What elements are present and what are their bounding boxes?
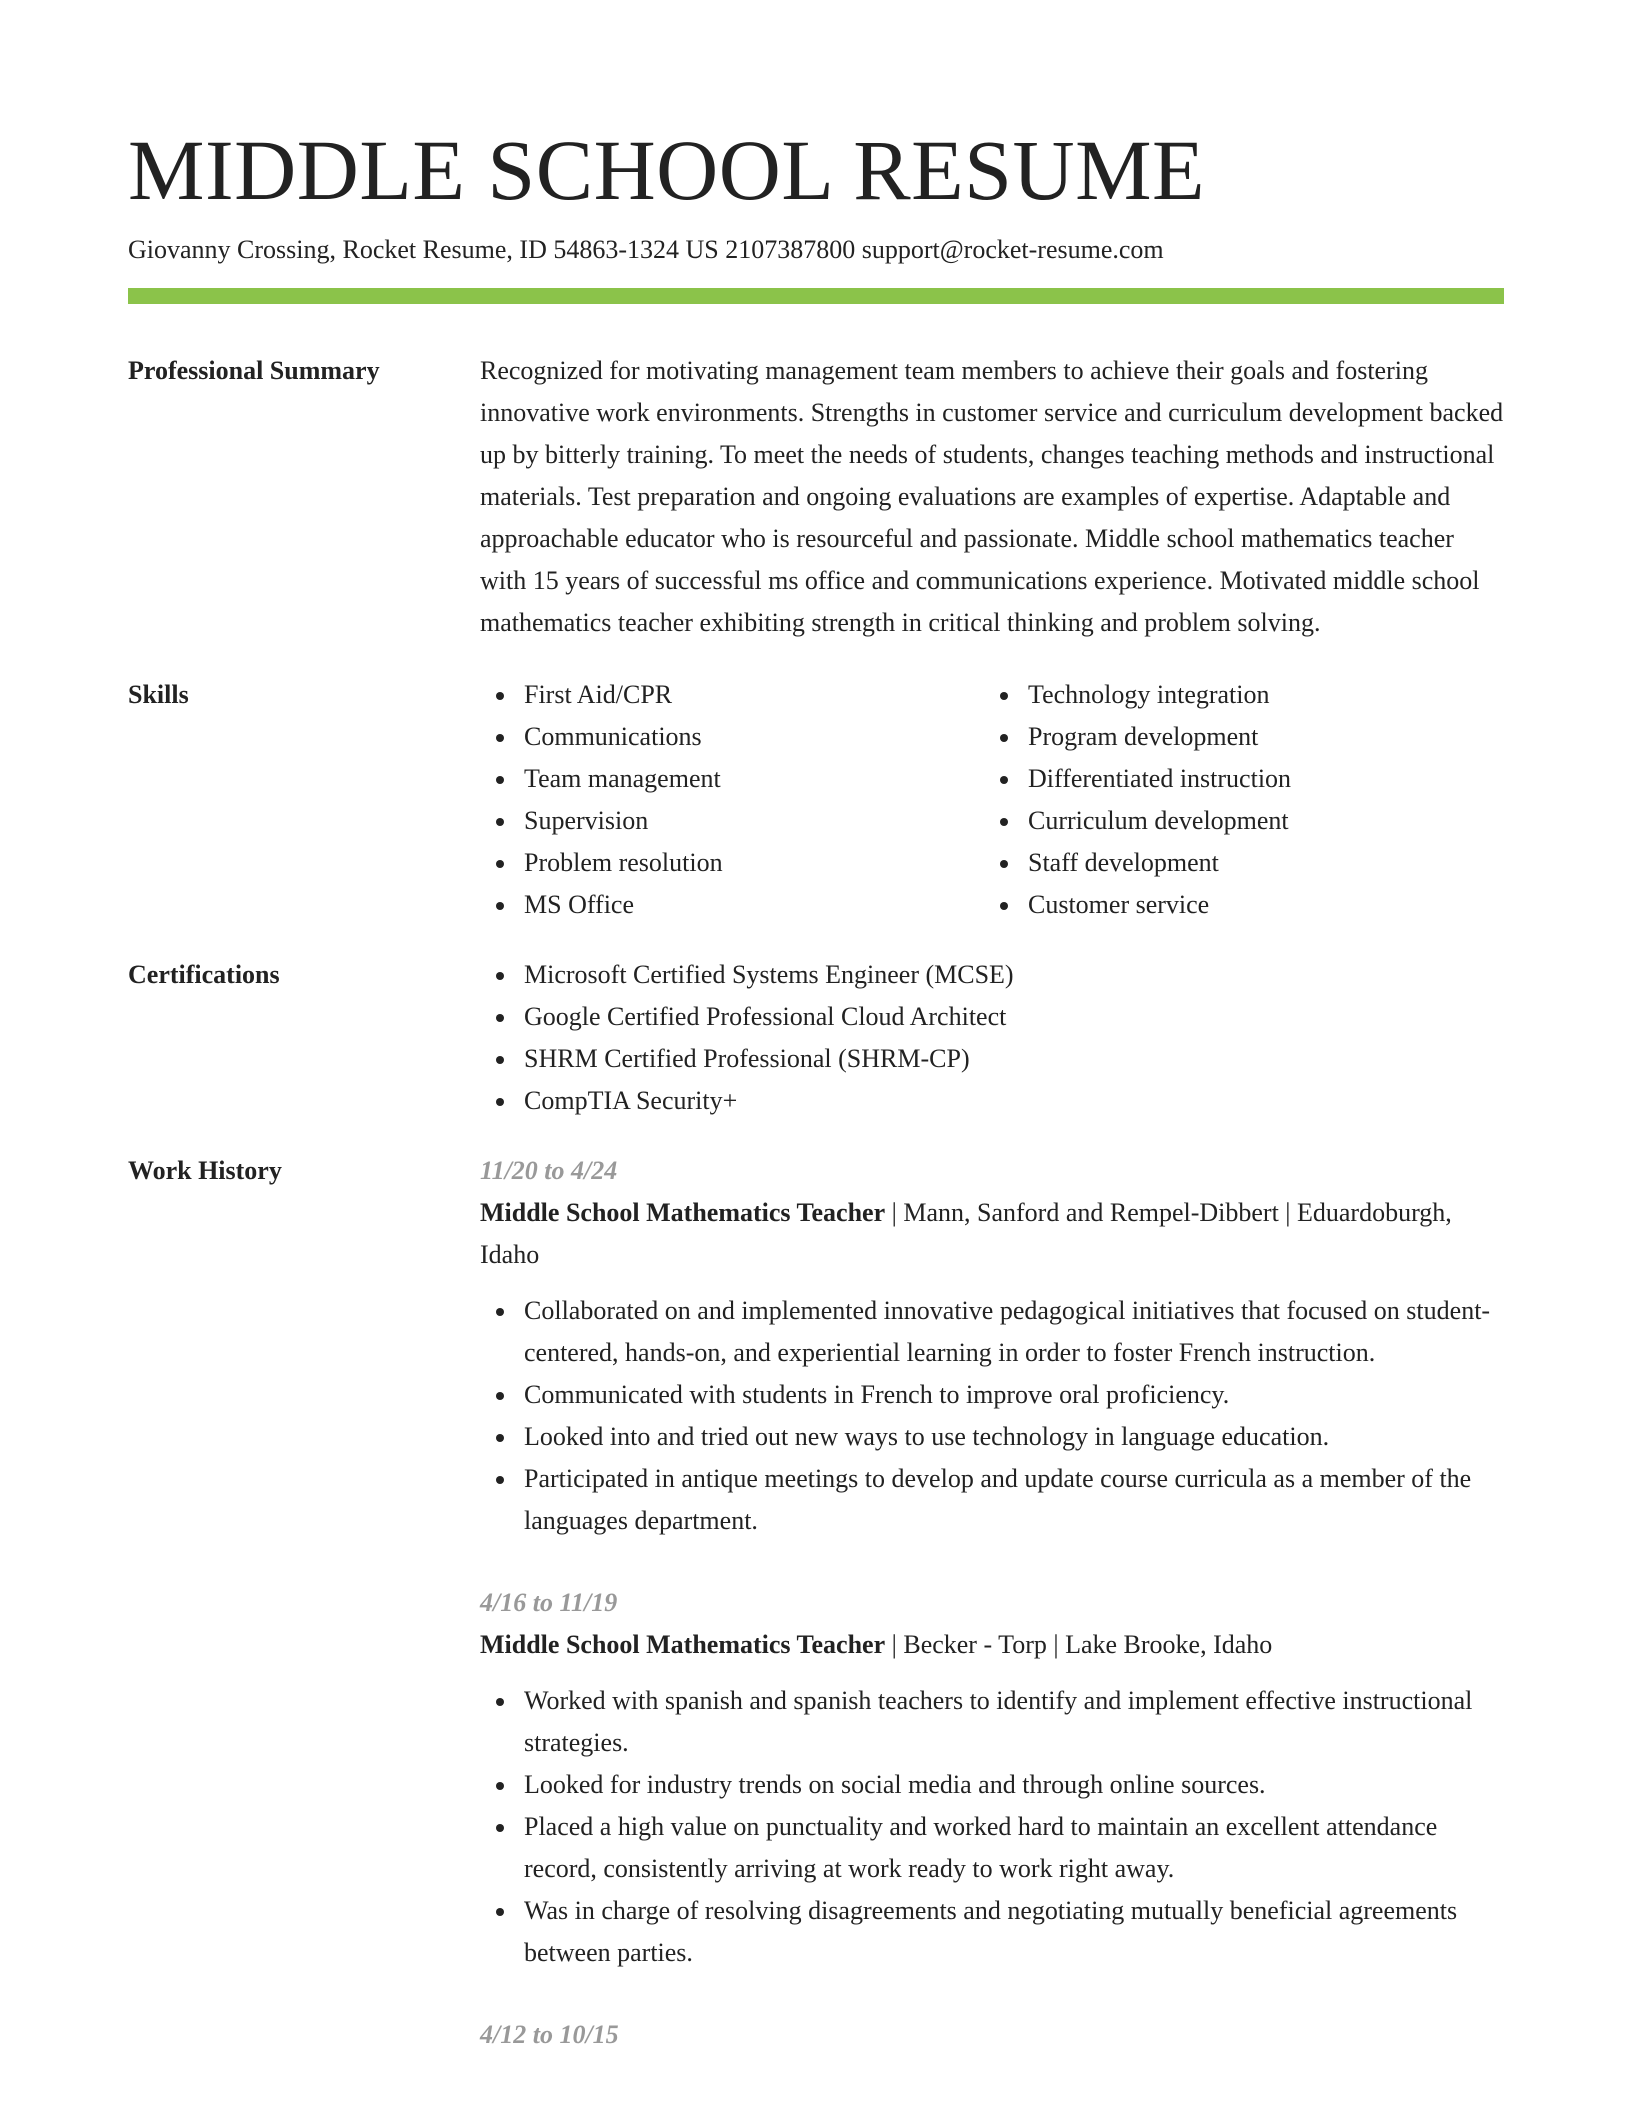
job-employer: | Mann, Sanford and Rempel-Dibbert | Eduardoburgh, Idaho bbox=[480, 1198, 1452, 1269]
list-item: MS Office bbox=[524, 884, 984, 926]
job-employer: | Becker - Torp | Lake Brooke, Idaho bbox=[885, 1630, 1273, 1659]
summary-heading: Professional Summary bbox=[128, 356, 380, 385]
list-item: Communicated with students in French to improve oral proficiency. bbox=[524, 1374, 1504, 1416]
list-item: Placed a high value on punctuality and worked hard to maintain an excellent attendance record, consistently arriving at work ready to work right away. bbox=[524, 1806, 1504, 1890]
skills-list-left bbox=[480, 674, 984, 926]
job-bullets bbox=[480, 1680, 1504, 1974]
skills-section bbox=[128, 678, 1504, 926]
job-date: 4/16 to 11/19 bbox=[480, 1588, 618, 1617]
list-item: Differentiated instruction bbox=[1028, 758, 1488, 800]
job-date: 11/20 to 4/24 bbox=[480, 1156, 618, 1185]
job-title-line bbox=[480, 1192, 1504, 1276]
skills-heading: Skills bbox=[128, 680, 189, 709]
list-item: Curriculum development bbox=[1028, 800, 1488, 842]
list-item: SHRM Certified Professional (SHRM-CP) bbox=[524, 1038, 1504, 1080]
list-item: Google Certified Professional Cloud Architect bbox=[524, 996, 1504, 1038]
list-item: Collaborated on and implemented innovative pedagogical initiatives that focused on student-centered, hands-on, and experiential learning in order to foster French instruction. bbox=[524, 1290, 1504, 1374]
skills-list-right bbox=[984, 674, 1488, 926]
contact-line: Giovanny Crossing, Rocket Resume, ID 54863-1324 US 2107387800 support@rocket-resume.com bbox=[128, 235, 1164, 264]
resume-page bbox=[128, 118, 1504, 2100]
list-item: Staff development bbox=[1028, 842, 1488, 884]
job-date: 4/12 to 10/15 bbox=[480, 2020, 619, 2049]
summary-text: Recognized for motivating management team members to achieve their goals and fostering innovative work environments. Strengths in customer service and curriculum development backed up by bitterly training. To meet the needs of students, changes teaching methods and instructional materials. Test preparation and ongoing evaluations are examples of expertise. Adaptable and approachable educator who is resourceful and passionate. Middle school mathematics teacher with 15 years of successful ms office and communications experience. Motivated middle school mathematics teacher exhibiting strength in critical thinking and problem solving. bbox=[480, 356, 1504, 637]
list-item: CompTIA Security+ bbox=[524, 1080, 1504, 1122]
work-history-heading: Work History bbox=[128, 1156, 282, 1185]
certifications-section bbox=[128, 958, 1504, 1122]
header-divider bbox=[128, 288, 1504, 304]
job-title-line bbox=[480, 1624, 1504, 1666]
job-entry bbox=[480, 1150, 1504, 1542]
job-entry bbox=[480, 2014, 1504, 2056]
list-item: Participated in antique meetings to develop and update course curricula as a member of the languages department. bbox=[524, 1458, 1504, 1542]
list-item: Supervision bbox=[524, 800, 984, 842]
certifications-heading: Certifications bbox=[128, 960, 280, 989]
certifications-list bbox=[480, 954, 1504, 1122]
job-role: Middle School Mathematics Teacher bbox=[480, 1198, 886, 1227]
summary-section bbox=[128, 354, 1504, 644]
list-item: Team management bbox=[524, 758, 984, 800]
list-item: Worked with spanish and spanish teachers to identify and implement effective instructional strategies. bbox=[524, 1680, 1504, 1764]
resume-title: MIDDLE SCHOOL RESUME bbox=[128, 122, 1206, 218]
job-role: Middle School Mathematics Teacher bbox=[480, 1630, 886, 1659]
list-item: Program development bbox=[1028, 716, 1488, 758]
list-item: Customer service bbox=[1028, 884, 1488, 926]
list-item: Looked for industry trends on social media and through online sources. bbox=[524, 1764, 1504, 1806]
list-item: Was in charge of resolving disagreements and negotiating mutually beneficial agreements between parties. bbox=[524, 1890, 1504, 1974]
list-item: Problem resolution bbox=[524, 842, 984, 884]
work-history-section bbox=[128, 1154, 1504, 2100]
list-item: Looked into and tried out new ways to use technology in language education. bbox=[524, 1416, 1504, 1458]
list-item: Technology integration bbox=[1028, 674, 1488, 716]
job-bullets bbox=[480, 1290, 1504, 1542]
list-item: Communications bbox=[524, 716, 984, 758]
job-entry bbox=[480, 1582, 1504, 1974]
list-item: First Aid/CPR bbox=[524, 674, 984, 716]
list-item: Microsoft Certified Systems Engineer (MCSE) bbox=[524, 954, 1504, 996]
